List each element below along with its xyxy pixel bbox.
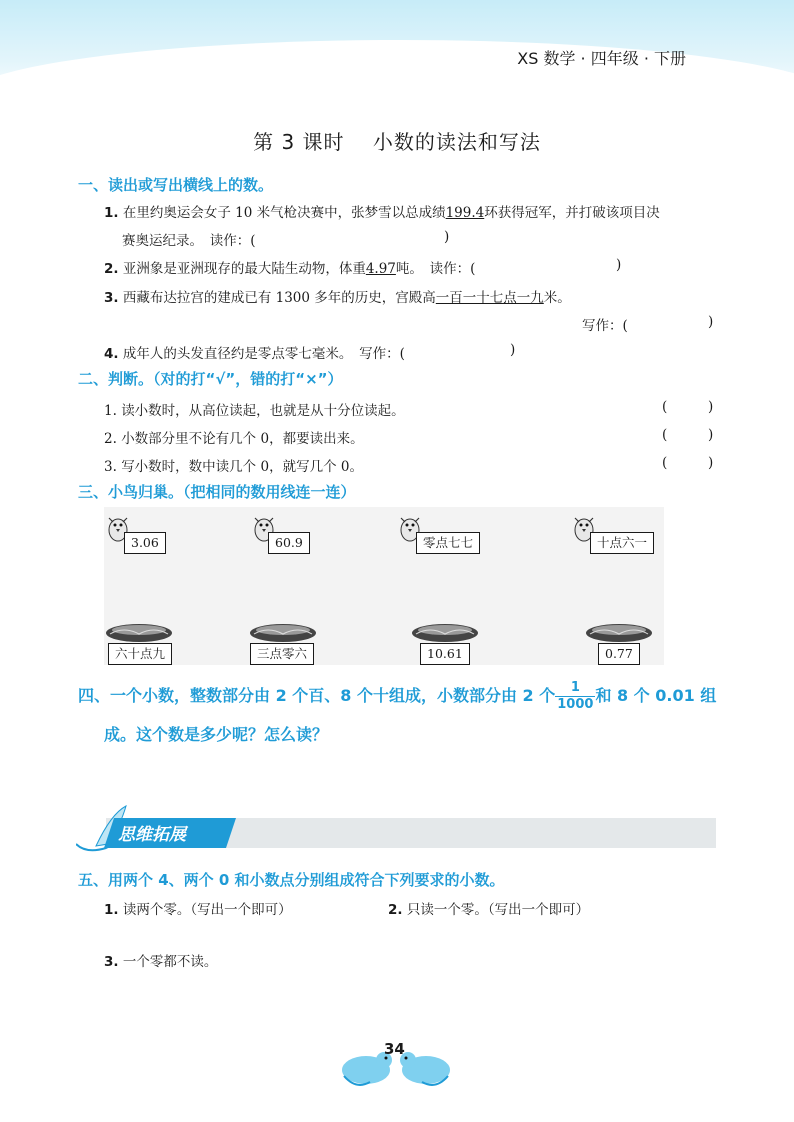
question-1-line-2 (122, 229, 256, 249)
question-text: 成年人的头发直径约是零点零七毫米。 写作：( (122, 346, 405, 362)
judge-paren-open: ( (662, 455, 668, 471)
question-4 (104, 342, 405, 362)
section-4-line-2: 成。这个数是多少呢？怎么读？ (104, 725, 329, 744)
judge-paren-open: ( (662, 427, 668, 443)
bird-card-2: 60.9 (268, 532, 310, 554)
section-3-heading: 三、小鸟归巢。（把相同的数用线连一连） (78, 483, 356, 501)
nest-card-3: 10.61 (420, 643, 470, 665)
bird-card-4: 十点六一 (590, 532, 654, 554)
section-4-text: 四、一个小数，整数部分由 2 个百、8 个十组成，小数部分由 2 个 (78, 686, 556, 705)
item-text: 写小数时，数中读几个 0，就写几个 0。 (121, 459, 363, 475)
judge-item-2 (104, 427, 364, 447)
question-2 (104, 257, 475, 277)
answer-paren-close: ) (510, 342, 516, 358)
fraction-denominator: 1000 (557, 697, 594, 712)
page-title: 第 3 课时 小数的读法和写法 (253, 130, 541, 154)
underlined-number: 199.4 (445, 205, 485, 221)
nest-icon (410, 622, 480, 644)
question-number: 4. (104, 346, 119, 362)
bird-card-1: 3.06 (124, 532, 166, 554)
item-text: 小数部分里不论有几个 0，都要读出来。 (121, 431, 364, 447)
question-text: 在里约奥运会女子 10 米气枪决赛中，张梦雪以总成绩 (122, 205, 446, 221)
judge-item-1 (104, 399, 405, 419)
book-header: XS 数学 · 四年级 · 下册 (517, 49, 686, 68)
section-4-line-1 (78, 680, 716, 713)
answer-paren-close: ) (444, 229, 450, 245)
section-5-question-2 (388, 898, 589, 918)
judge-paren-close: ) (708, 427, 714, 443)
question-text: 读两个零。（写出一个即可） (122, 902, 292, 918)
answer-paren-close: ) (708, 314, 714, 330)
question-3 (104, 286, 571, 306)
section-5-question-3 (104, 950, 217, 970)
question-number: 2. (104, 261, 119, 277)
question-text: 一个零都不读。 (122, 954, 218, 970)
question-1-line-1 (104, 201, 660, 221)
nest-icon (584, 622, 654, 644)
section-1-heading: 一、读出或写出横线上的数。 (78, 176, 274, 194)
question-text: 环获得冠军，并打破该项目决 (484, 205, 660, 221)
nest-icon (104, 622, 174, 644)
fraction (555, 680, 595, 713)
bird-card-3: 零点七七 (416, 532, 480, 554)
question-text: 西藏布达拉宫的建成已有 1300 多年的历史，宫殿高 (122, 290, 436, 306)
section-5-question-1 (104, 898, 292, 918)
nest-card-1: 六十点九 (108, 643, 172, 665)
extension-title: 思维拓展 (118, 825, 186, 845)
judge-paren-close: ) (708, 455, 714, 471)
answer-paren-close: ) (616, 257, 622, 273)
question-number: 1. (104, 205, 119, 221)
question-text: 亚洲象是亚洲现存的最大陆生动物，体重 (122, 261, 366, 277)
item-number: 2. (104, 431, 117, 447)
section-2-heading: 二、判断。（对的打“√”，错的打“×”） (78, 370, 343, 388)
page-number: 34 (384, 1040, 405, 1058)
judge-item-3 (104, 455, 363, 475)
item-number: 3. (104, 459, 117, 475)
question-text: 赛奥运纪录。 读作：( (122, 233, 256, 249)
question-text: 吨。 读作：( (395, 261, 476, 277)
judge-paren-close: ) (708, 399, 714, 415)
question-number: 2. (388, 902, 403, 918)
write-label: 写作：( (582, 318, 628, 334)
question-number: 3. (104, 290, 119, 306)
nest-card-2: 三点零六 (250, 643, 314, 665)
judge-paren-open: ( (662, 399, 668, 415)
fraction-numerator: 1 (555, 680, 595, 697)
nest-card-4: 0.77 (598, 643, 640, 665)
item-text: 读小数时，从高位读起，也就是从十分位读起。 (121, 403, 405, 419)
section-4-text: 和 8 个 0.01 组 (595, 686, 717, 705)
item-number: 1. (104, 403, 117, 419)
question-number: 1. (104, 902, 119, 918)
question-number: 3. (104, 954, 119, 970)
question-text: 米。 (543, 290, 571, 306)
section-5-heading: 五、用两个 4、两个 0 和小数点分别组成符合下列要求的小数。 (78, 871, 505, 889)
nest-icon (248, 622, 318, 644)
question-text: 只读一个零。（写出一个即可） (406, 902, 590, 918)
underlined-number: 4.97 (365, 261, 396, 277)
underlined-number: 一百一十七点一九 (435, 290, 544, 306)
